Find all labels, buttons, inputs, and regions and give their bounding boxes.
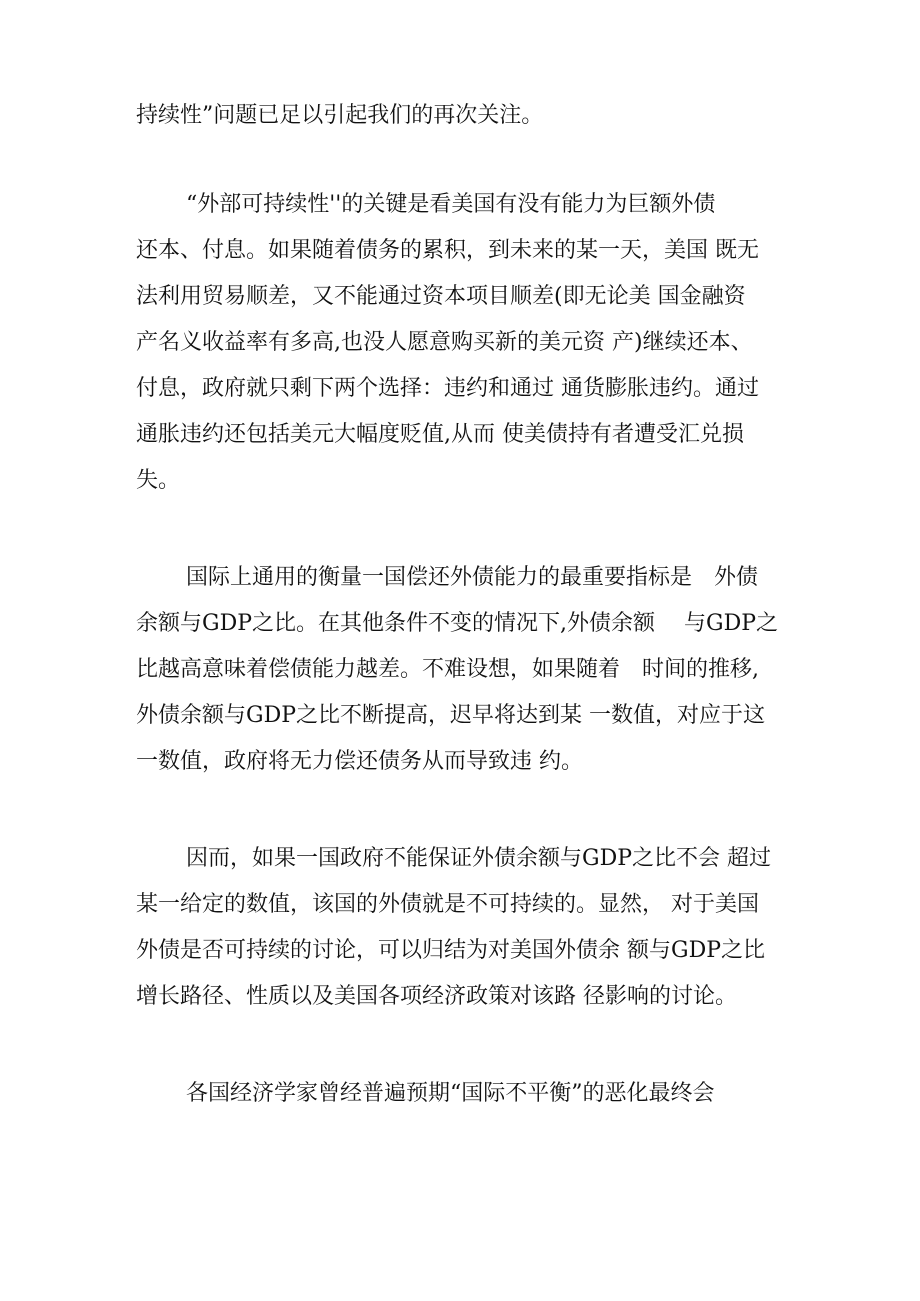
text-line: 比越高意味着偿债能力越差。不难设想，如果随着 时间的推移, xyxy=(136,657,759,682)
text-line: 还本、付息。如果随着债务的累积，到未来的某一天，美国 既无 xyxy=(136,238,759,263)
text-line: 某一给定的数值，该国的外债就是不可持续的。显然， 对于美国 xyxy=(136,892,759,917)
text-line: 各国经济学家曾经普遍预期“国际不平衡”的恶化最终会 xyxy=(186,1081,715,1106)
text-line: 失。 xyxy=(136,468,181,493)
text-line: 持续性”问题已足以引起我们的再次关注。 xyxy=(136,103,544,128)
text-line: 外债余额与GDP之比不断提高，迟早将达到某 一数值，对应于这 xyxy=(136,703,766,728)
text-line: 付息，政府就只剩下两个选择：违约和通过 通货膨胀违约。通过 xyxy=(136,376,759,401)
text-line: 通胀违约还包括美元大幅度贬值,从而 使美债持有者遭受汇兑损 xyxy=(136,422,744,447)
text-line: 外债是否可持续的讨论，可以归结为对美国外债余 额与GDP之比 xyxy=(136,938,766,963)
text-line: 法利用贸易顺差，又不能通过资本项目顺差(即无论美 国金融资 xyxy=(136,284,746,309)
text-line: 增长路径、性质以及美国各项经济政策对该路 径影响的讨论。 xyxy=(136,984,737,1009)
text-line: 产名义收益率有多高,也没人愿意购买新的美元资 产)继续还本、 xyxy=(136,330,753,355)
text-line: “外部可持续性''的关键是看美国有没有能力为巨额外债 xyxy=(186,192,716,217)
text-line: 一数值，政府将无力偿还债务从而导致违 约。 xyxy=(136,749,583,774)
text-line: 余额与GDP之比。在其他条件不变的情况下,外债余额 与GDP之 xyxy=(136,611,779,636)
text-line: 因而，如果一国政府不能保证外债余额与GDP之比不会 超过 xyxy=(186,846,772,871)
text-line: 国际上通用的衡量一国偿还外债能力的最重要指标是 外债 xyxy=(186,565,759,590)
